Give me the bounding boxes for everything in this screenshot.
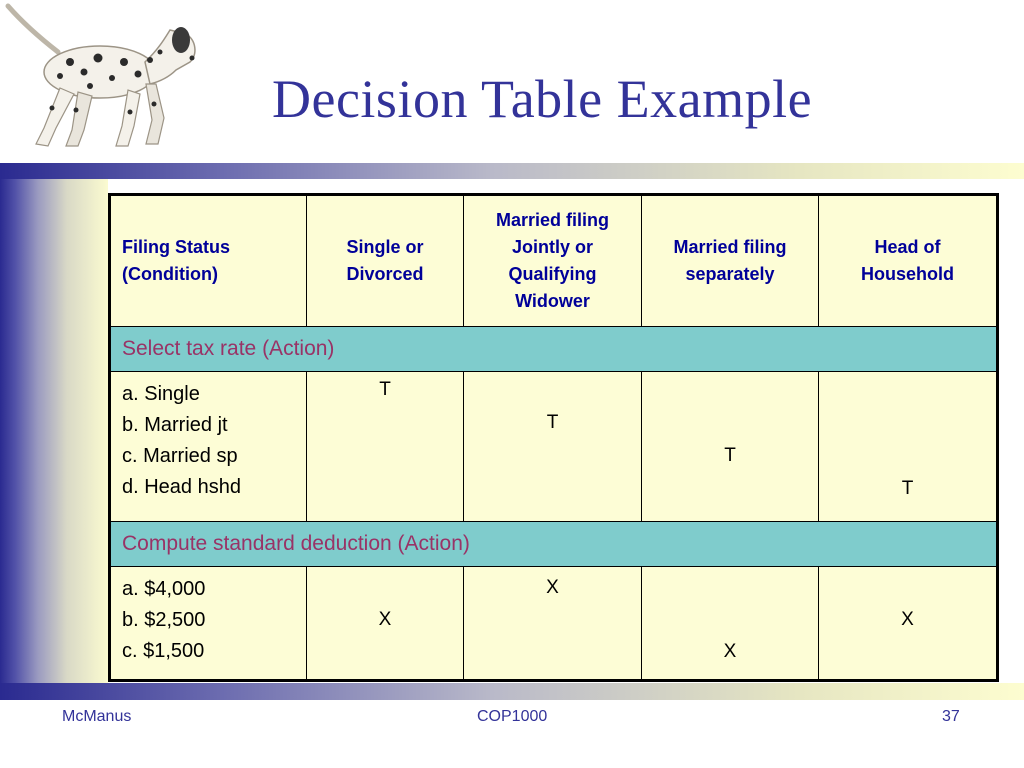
footer-course: COP1000 — [477, 708, 548, 725]
mark-x: X — [546, 576, 559, 598]
header-condition-line: Filing Status — [122, 237, 230, 258]
option-item: c. Married sp — [122, 445, 238, 468]
tax-rate-cell-single — [307, 372, 464, 522]
mark-x: X — [723, 640, 737, 662]
option-item: a. $4,000 — [122, 577, 206, 600]
option-item: c. $1,500 — [122, 639, 205, 662]
header-condition — [110, 195, 307, 327]
header-married-jointly — [464, 195, 642, 327]
option-item: d. Head hshd — [122, 476, 241, 499]
header-line: Married filing — [495, 210, 609, 231]
tax-rate-cell-separately — [642, 372, 819, 522]
tax-rate-row — [110, 372, 998, 522]
tax-rate-options — [110, 372, 307, 522]
header-line: Household — [861, 264, 954, 285]
deduction-cell-jointly — [464, 566, 642, 680]
header-line: Jointly or — [511, 237, 593, 258]
mark-x: X — [378, 608, 392, 630]
option-item: a. Single — [122, 383, 200, 406]
decision-table — [108, 193, 999, 682]
mark-t: T — [546, 412, 559, 434]
header-married-separately — [642, 195, 819, 327]
deduction-cell-single — [307, 566, 464, 680]
deduction-options — [110, 566, 307, 680]
footer-page-number: 37 — [942, 708, 960, 725]
header-line: Qualifying — [508, 264, 597, 285]
header-line: Divorced — [346, 264, 424, 285]
action-label-deduction: Compute standard deduction (Action) — [110, 522, 998, 567]
mark-t: T — [724, 445, 736, 467]
left-gradient-band — [0, 179, 108, 683]
header-head-of-household — [819, 195, 998, 327]
header-condition-line: (Condition) — [122, 264, 218, 285]
mark-t: T — [379, 379, 391, 401]
header-single-divorced — [307, 195, 464, 327]
top-gradient-bar — [0, 163, 1024, 179]
mark-x: X — [901, 608, 914, 630]
deduction-cell-separately — [642, 566, 819, 680]
mark-t: T — [901, 478, 914, 500]
action-row-tax-rate — [110, 327, 998, 372]
action-row-deduction — [110, 522, 998, 567]
bottom-gradient-bar — [0, 683, 1024, 700]
header-row — [110, 195, 998, 327]
header-line: separately — [685, 264, 775, 285]
header-line: Single or — [346, 237, 424, 258]
action-label-tax-rate: Select tax rate (Action) — [110, 327, 998, 372]
header-line: Head of — [874, 237, 941, 258]
dalmatian-dog-image — [0, 0, 200, 150]
footer-author: McManus — [62, 708, 132, 725]
deduction-row — [110, 566, 998, 680]
header-line: Widower — [515, 291, 590, 312]
slide-title: Decision Table Example — [272, 69, 813, 129]
option-item: b. Married jt — [122, 414, 228, 437]
option-item: b. $2,500 — [122, 608, 206, 631]
tax-rate-cell-jointly — [464, 372, 642, 522]
deduction-cell-household — [819, 566, 998, 680]
header-line: Married filing — [673, 237, 787, 258]
tax-rate-cell-household — [819, 372, 998, 522]
